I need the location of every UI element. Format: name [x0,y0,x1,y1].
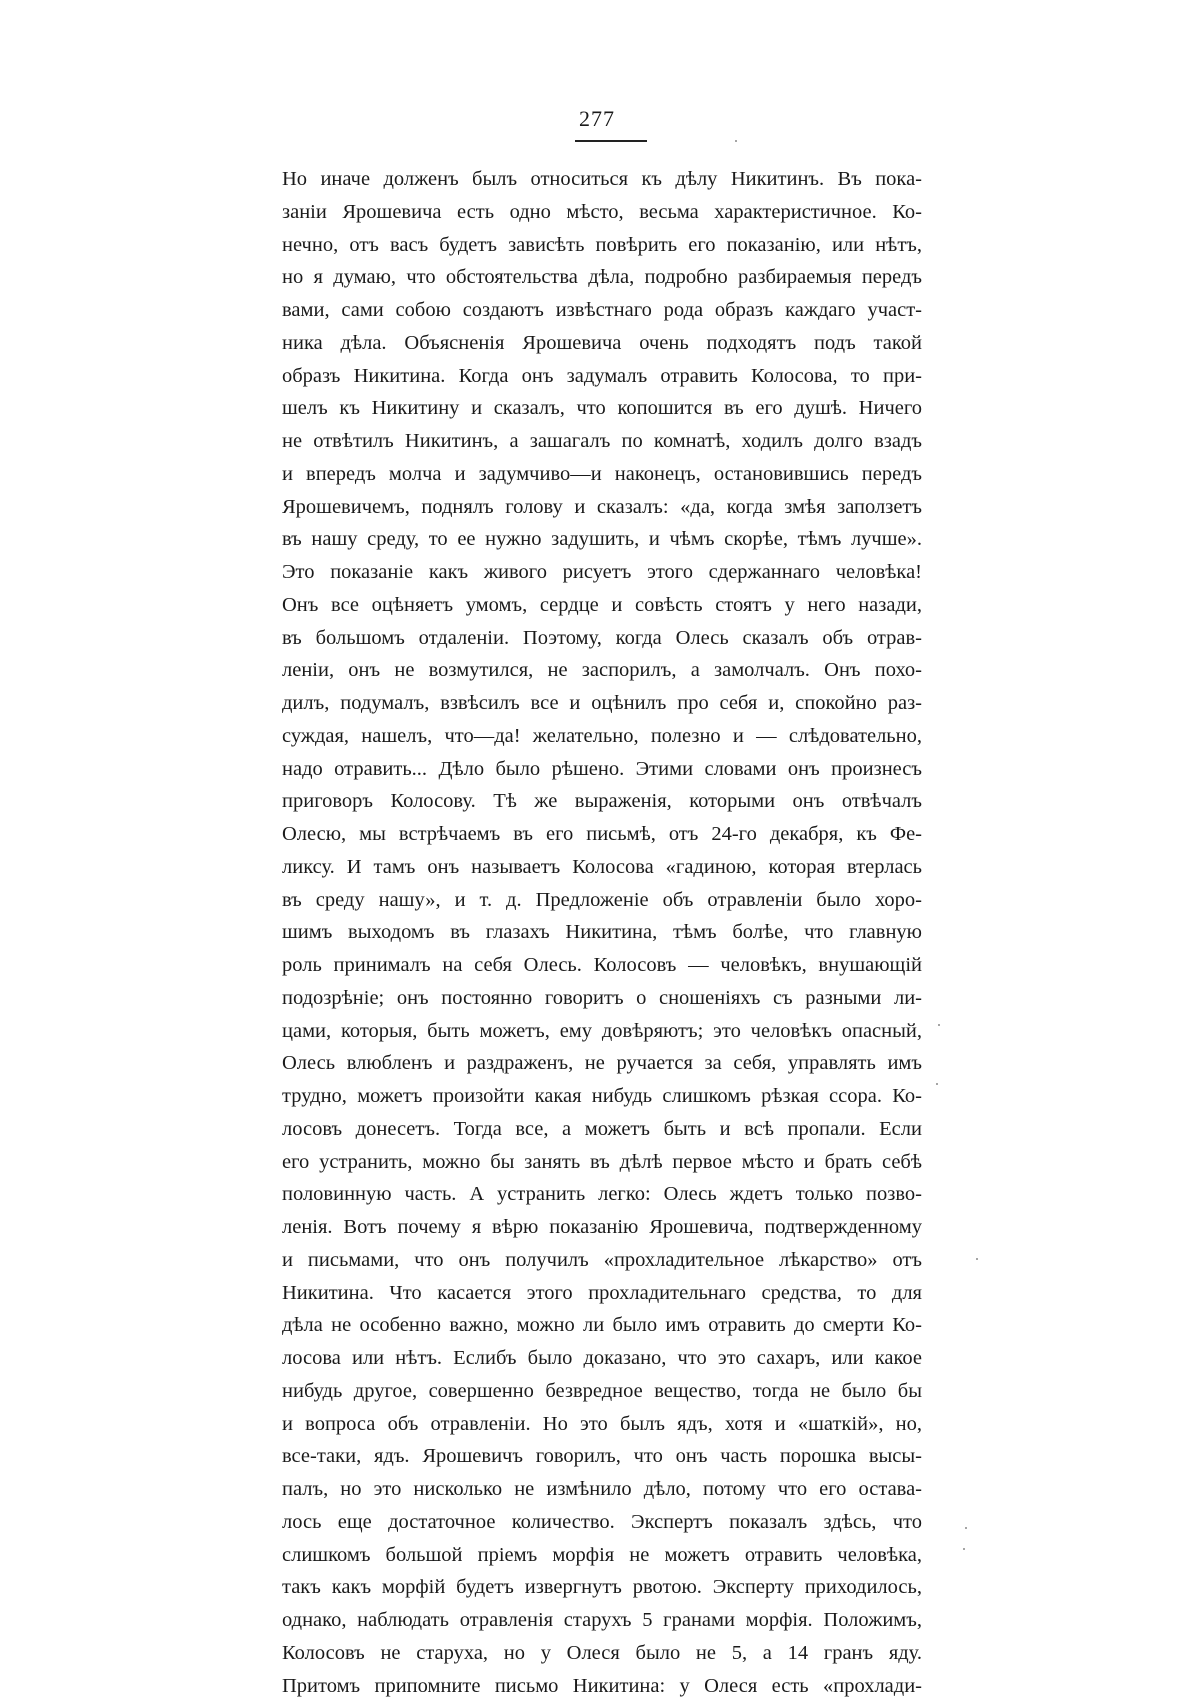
scan-speck [938,1024,940,1026]
text-line: въ среду нашу», и т. д. Предложеніе объ отравленіи было хоро- [282,884,922,917]
text-line: дилъ, подумалъ, взвѣсилъ все и оцѣнилъ про себя и, спокойно раз- [282,687,922,720]
text-line: такъ какъ морфій будетъ извергнутъ рвотою. Эксперту приходилось, [282,1571,922,1604]
scan-speck [963,1548,965,1550]
text-line: леніи, онъ не возмутился, не заспорилъ, а замолчалъ. Онъ похо- [282,654,922,687]
text-line: роль принималъ на себя Олесь. Колосовъ — человѣкъ, внушающій [282,949,922,982]
text-line: дѣла не особенно важно, можно ли было имъ отравить до смерти Ко- [282,1309,922,1342]
text-line: палъ, но это нисколько не измѣнило дѣло, потому что его остава- [282,1473,922,1506]
scan-speck [965,1527,967,1529]
text-line: однако, наблюдать отравленія старухъ 5 гранами морфія. Положимъ, [282,1604,922,1637]
text-line: въ большомъ отдаленіи. Поэтому, когда Олесь сказалъ объ отрав- [282,622,922,655]
text-line: Ярошевичемъ, поднялъ голову и сказалъ: «да, когда змѣя заползетъ [282,491,922,524]
text-line: но я думаю, что обстоятельства дѣла, подробно разбираемыя передъ [282,261,922,294]
text-line: суждая, нашелъ, что—да! желательно, полезно и — слѣдовательно, [282,720,922,753]
text-line: Но иначе долженъ былъ относиться къ дѣлу Никитинъ. Въ пока- [282,163,922,196]
text-line: подозрѣніе; онъ постоянно говоритъ о сношеніяхъ съ разными ли- [282,982,922,1015]
scan-speck [936,1083,938,1085]
text-line: шимъ выходомъ въ глазахъ Никитина, тѣмъ болѣе, что главную [282,916,922,949]
text-line: и письмами, что онъ получилъ «прохладительное лѣкарство» отъ [282,1244,922,1277]
text-line: ликсу. И тамъ онъ называетъ Колосова «гадиною, которая втерлась [282,851,922,884]
text-line: его устранить, можно бы занять въ дѣлѣ первое мѣсто и брать себѣ [282,1146,922,1179]
text-line: и вопроса объ отравленіи. Но это былъ ядъ, хотя и «шаткій», но, [282,1408,922,1441]
text-line: вами, сами собою создаютъ извѣстнаго рода образъ каждаго участ- [282,294,922,327]
text-line: Это показаніе какъ живого рисуетъ этого сдержаннаго человѣка! [282,556,922,589]
scan-speck [735,140,737,142]
text-line: надо отравить... Дѣло было рѣшено. Этими словами онъ произнесъ [282,753,922,786]
text-line: ленія. Вотъ почему я вѣрю показанію Ярошевича, подтвержденному [282,1211,922,1244]
text-line: нечно, отъ васъ будетъ зависѣть повѣрить его показанію, или нѣтъ, [282,229,922,262]
text-line: все-таки, ядъ. Ярошевичъ говорилъ, что онъ часть порошка высы- [282,1440,922,1473]
body-text [282,163,922,1702]
text-line: не отвѣтилъ Никитинъ, а зашагалъ по комнатѣ, ходилъ долго взадъ [282,425,922,458]
text-line: ника дѣла. Объясненія Ярошевича очень подходятъ подъ такой [282,327,922,360]
text-line: половинную часть. А устранить легко: Олесь ждетъ только позво- [282,1178,922,1211]
text-line: Олесь влюбленъ и раздраженъ, не ручается за себя, управлять имъ [282,1047,922,1080]
text-line: лосовъ донесетъ. Тогда все, а можетъ быть и всѣ пропали. Если [282,1113,922,1146]
text-line: цами, которыя, быть можетъ, ему довѣряютъ; это человѣкъ опасный, [282,1015,922,1048]
scan-speck [976,1258,978,1260]
text-line: лось еще достаточное количество. Экспертъ показалъ здѣсь, что [282,1506,922,1539]
text-line: слишкомъ большой пріемъ морфія не можетъ отравить человѣка, [282,1539,922,1572]
text-line: Онъ все оцѣняетъ умомъ, сердце и совѣсть стоятъ у него назади, [282,589,922,622]
page-number: 277 [0,106,1194,132]
text-line: Никитина. Что касается этого прохладительнаго средства, то для [282,1277,922,1310]
text-line: Олесю, мы встрѣчаемъ въ его письмѣ, отъ 24-го декабря, къ Фе- [282,818,922,851]
text-line: Притомъ припомните письмо Никитина: у Олеся есть «прохлади- [282,1670,922,1702]
text-line: приговоръ Колосову. Тѣ же выраженія, которыми онъ отвѣчалъ [282,785,922,818]
text-line: лосова или нѣтъ. Еслибъ было доказано, что это сахаръ, или какое [282,1342,922,1375]
text-line: образъ Никитина. Когда онъ задумалъ отравить Колосова, то при- [282,360,922,393]
text-line: нибудь другое, совершенно безвредное вещество, тогда не было бы [282,1375,922,1408]
text-line: Колосовъ не старуха, но у Олеся было не 5, а 14 гранъ яду. [282,1637,922,1670]
text-line: трудно, можетъ произойти какая нибудь слишкомъ рѣзкая ссора. Ко- [282,1080,922,1113]
page-number-rule [575,140,647,142]
text-line: въ нашу среду, то ее нужно задушить, и чѣмъ скорѣе, тѣмъ лучше». [282,523,922,556]
text-line: заніи Ярошевича есть одно мѣсто, весьма характеристичное. Ко- [282,196,922,229]
text-line: шелъ къ Никитину и сказалъ, что копошится въ его душѣ. Ничего [282,392,922,425]
text-line: и впередъ молча и задумчиво—и наконецъ, остановившись передъ [282,458,922,491]
